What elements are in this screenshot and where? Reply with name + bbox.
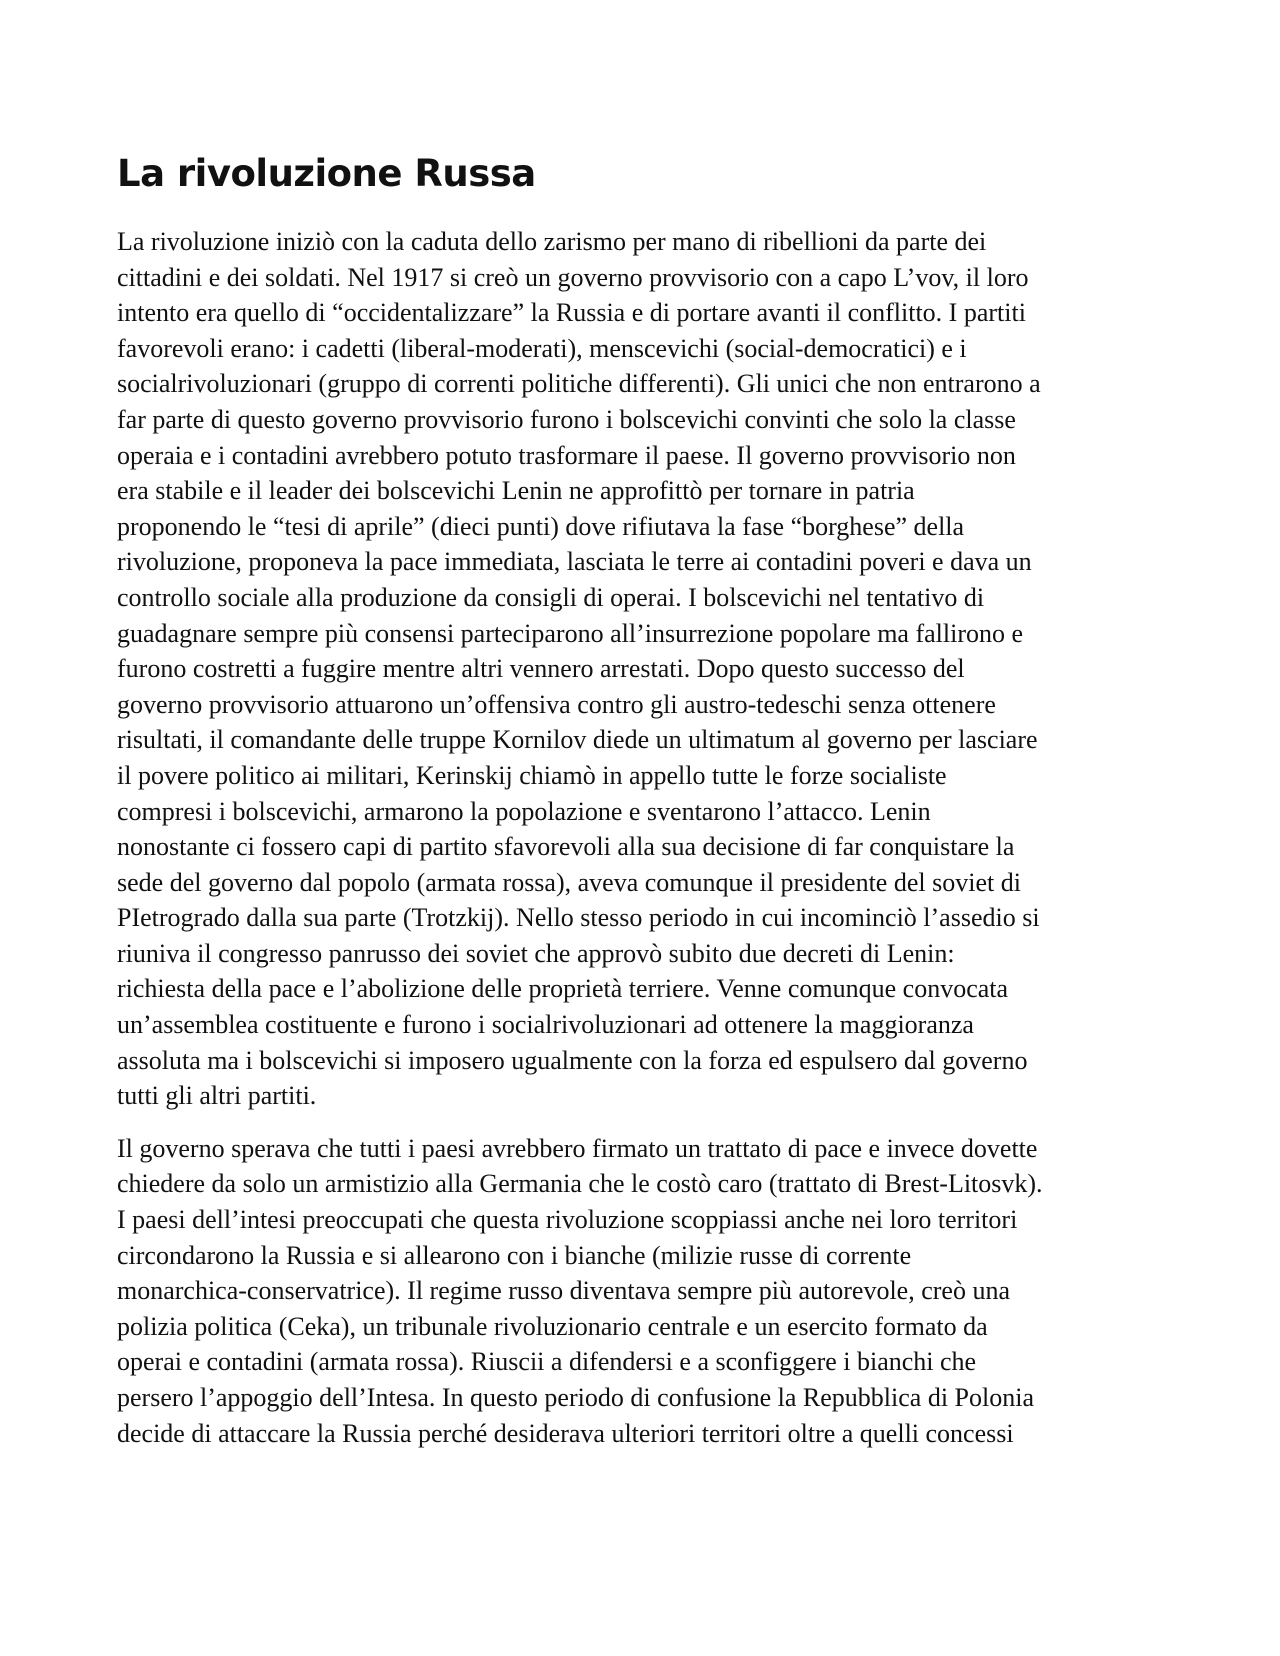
text-line: guadagnare sempre più consensi parteciparono all’insurrezione popolare ma fallirono e xyxy=(117,618,1024,648)
text-line: tutti gli altri partiti. xyxy=(117,1081,317,1111)
paragraph-1 xyxy=(117,224,1167,1114)
document-body xyxy=(117,224,1167,1451)
text-line: sede del governo dal popolo (armata rossa), aveva comunque il presidente del soviet di xyxy=(117,867,1021,897)
text-line: cittadini e dei soldati. Nel 1917 si creò un governo provvisorio con a capo L’vov, il loro xyxy=(117,262,1029,292)
text-line: furono costretti a fuggire mentre altri vennero arrestati. Dopo questo successo del xyxy=(117,654,965,684)
text-line: favorevoli erano: i cadetti (liberal-moderati), menscevichi (social-democratici) e i xyxy=(117,333,967,363)
text-line: riuniva il congresso panrusso dei soviet che approvò subito due decreti di Lenin: xyxy=(117,938,955,968)
text-line: socialrivoluzionari (gruppo di correnti politiche differenti). Gli unici che non entrarono a xyxy=(117,369,1041,399)
text-line: chiedere da solo un armistizio alla Germania che le costò caro (trattato di Brest-Litosvk). xyxy=(117,1169,1043,1199)
text-line: Il governo sperava che tutti i paesi avrebbero firmato un trattato di pace e invece dovette xyxy=(117,1133,1038,1163)
text-line: risultati, il comandante delle truppe Kornilov diede un ultimatum al governo per lasciare xyxy=(117,725,1038,755)
text-line: richiesta della pace e l’abolizione delle proprietà terriere. Venne comunque convocata xyxy=(117,974,1009,1004)
text-line: far parte di questo governo provvisorio furono i bolscevichi convinti che solo la classe xyxy=(117,404,1016,434)
text-line: compresi i bolscevichi, armarono la popolazione e sventarono l’attacco. Lenin xyxy=(117,796,931,826)
text-line: controllo sociale alla produzione da consigli di operai. I bolscevichi nel tentativo di xyxy=(117,582,985,612)
text-line: monarchica-conservatrice). Il regime russo diventava sempre più autorevole, creò una xyxy=(117,1276,1011,1306)
paragraph-2 xyxy=(117,1131,1167,1451)
text-line: decide di attaccare la Russia perché desiderava ulteriori territori oltre a quelli concessi xyxy=(117,1418,1014,1448)
text-line: La rivoluzione iniziò con la caduta dello zarismo per mano di ribellioni da parte dei xyxy=(117,227,987,256)
text-line: rivoluzione, proponeva la pace immediata, lasciata le terre ai contadini poveri e dava un xyxy=(117,547,1032,577)
text-line: PIetrogrado dalla sua parte (Trotzkij). Nello stesso periodo in cui incominciò l’assedio si xyxy=(117,903,1040,933)
text-line: il povere politico ai militari, Kerinskij chiamò in appello tutte le forze socialiste xyxy=(117,760,947,790)
text-line: proponendo le “tesi di aprile” (dieci punti) dove rifiutava la fase “borghese” della xyxy=(117,511,965,541)
text-line: nonostante ci fossero capi di partito sfavorevoli alla sua decisione di far conquistare la xyxy=(117,832,1015,862)
text-line: un’assemblea costituente e furono i socialrivoluzionari ad ottenere la maggioranza xyxy=(117,1010,974,1040)
text-line: polizia politica (Ceka), un tribunale rivoluzionario centrale e un esercito formato da xyxy=(117,1311,988,1341)
text-line: operai e contadini (armata rossa). Riuscii a difendersi e a sconfiggere i bianchi che xyxy=(117,1347,977,1377)
document-title: La rivoluzione Russa xyxy=(117,152,536,195)
text-line: circondarono la Russia e si allearono con i bianche (milizie russe di corrente xyxy=(117,1240,912,1270)
text-line: governo provvisorio attuarono un’offensiva contro gli austro-tedeschi senza ottenere xyxy=(117,689,996,719)
text-line: operaia e i contadini avrebbero potuto trasformare il paese. Il governo provvisorio non xyxy=(117,440,1016,470)
text-line: I paesi dell’intesi preoccupati che questa rivoluzione scoppiassi anche nei loro territori xyxy=(117,1205,1018,1235)
text-line: era stabile e il leader dei bolscevichi Lenin ne approfittò per tornare in patria xyxy=(117,476,915,506)
text-line: assoluta ma i bolscevichi si imposero ugualmente con la forza ed espulsero dal governo xyxy=(117,1045,1028,1075)
text-line: persero l’appoggio dell’Intesa. In questo periodo di confusione la Repubblica di Polonia xyxy=(117,1383,1034,1412)
text-line: intento era quello di “occidentalizzare” la Russia e di portare avanti il conflitto. I partiti xyxy=(117,298,1026,328)
